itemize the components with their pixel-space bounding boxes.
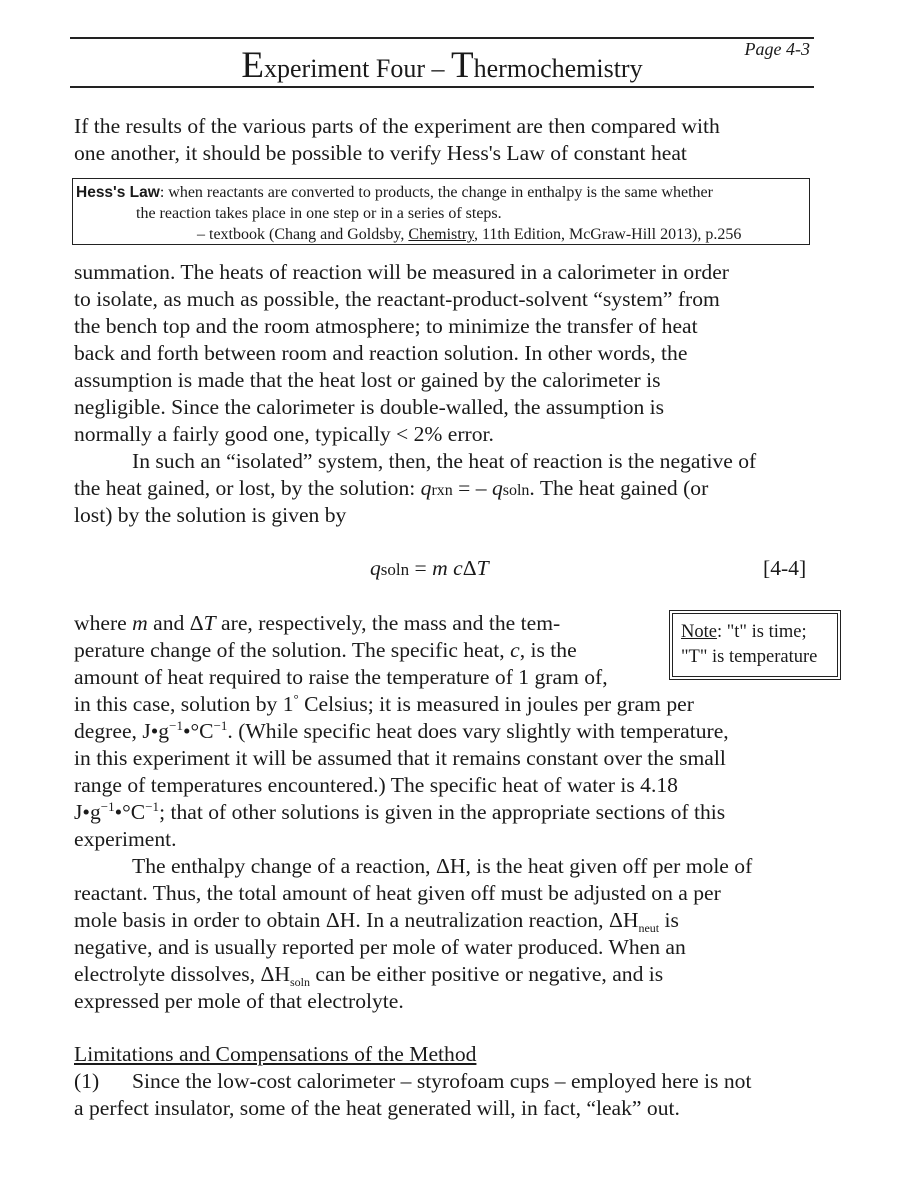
header-bottom-rule: [70, 86, 814, 88]
equation-number: [4-4]: [763, 556, 807, 580]
para1-line1: If the results of the various parts of the experiment are then compared with: [74, 114, 720, 138]
soln-sub: soln: [289, 975, 310, 989]
var-c: c: [510, 638, 520, 662]
p5l3-a: mole basis in order to obtain ΔH. In a neutralization reaction, ΔH: [74, 908, 639, 932]
para4-line2: [74, 640, 577, 662]
delta-symbol: Δ: [189, 611, 204, 635]
citation-prefix: – textbook (Chang and Goldsby,: [197, 226, 409, 243]
p4l4-b: Celsius; it is measured in joules per gram per: [298, 692, 694, 716]
para3-line2-pre: the heat gained, or lost, by the solution:: [74, 476, 421, 500]
p5l5-a: electrolyte dissolves, ΔH: [74, 962, 290, 986]
p4l2-a: perature change of the solution. The specific heat,: [74, 638, 511, 662]
para4-line6: in this experiment it will be assumed that it remains constant over the small: [74, 746, 726, 770]
q-symbol-2: q: [491, 476, 503, 500]
para3-line1: In such an “isolated” system, then, the heat of reaction is the negative of: [132, 449, 757, 473]
rxn-subscript: rxn: [431, 482, 453, 499]
p4l2-b: , is the: [519, 638, 577, 662]
para1-line2: one another, it should be possible to verify Hess's Law of constant heat: [74, 141, 687, 165]
para4-line9: experiment.: [74, 827, 177, 851]
p4l5-c: . (While specific heat does vary slightly with temperature,: [227, 719, 729, 743]
p5l5-b: can be either positive or negative, and is: [310, 962, 664, 986]
note-box: [669, 610, 841, 680]
p4l8-c: ; that of other solutions is given in the appropriate sections of this: [159, 800, 726, 824]
para2-line5: assumption is made that the heat lost or gained by the calorimeter is: [74, 368, 661, 392]
header-top-rule: [70, 37, 814, 39]
para2-line6: negligible. Since the calorimeter is double-walled, the assumption is: [74, 395, 665, 419]
section-item-number: (1): [74, 1069, 100, 1093]
degree-sup: °: [293, 691, 299, 706]
var-t: T: [203, 611, 216, 635]
p4l8-sup1: −1: [100, 799, 115, 814]
p4l1-a: where: [74, 611, 133, 635]
var-m: m: [132, 611, 148, 635]
p4l5-sup1: −1: [169, 718, 183, 733]
para2-line7: normally a fairly good one, typically < 2% error.: [74, 422, 494, 446]
hess-law-box: [72, 178, 810, 245]
note-line2: "T" is temperature: [681, 647, 818, 667]
para5-line6: expressed per mole of that electrolyte.: [74, 989, 404, 1013]
para4-line7: range of temperatures encountered.) The specific heat of water is 4.18: [74, 773, 678, 797]
para4-line5: [74, 718, 729, 743]
q-symbol: q: [420, 476, 432, 500]
p4l8-b: •°C: [114, 800, 146, 824]
section-item-line2: a perfect insulator, some of the heat generated will, in fact, “leak” out.: [74, 1096, 680, 1120]
equals-minus: = –: [452, 476, 492, 500]
equation-4-4: [370, 558, 489, 580]
p5l3-b: is: [659, 908, 679, 932]
para3-line3: lost) by the solution is given by: [74, 503, 347, 527]
note-line1: [681, 623, 807, 642]
section-item-line1: Since the low-cost calorimeter – styrofoam cups – employed here is not: [132, 1069, 752, 1093]
soln-subscript: soln: [502, 482, 530, 499]
hess-law-label: Hess's Law: [76, 184, 160, 201]
para2-line4: back and forth between room and reaction solution. In other words, the: [74, 341, 688, 365]
para4-line8: [74, 799, 726, 824]
p4l8-a: J•g: [74, 800, 101, 824]
para3-line2: [74, 478, 708, 500]
p4l1-c: are, respectively, the mass and the tem-: [215, 611, 561, 635]
p4l4-a: in this case, solution by 1: [74, 692, 294, 716]
p4l1-b: and: [147, 611, 190, 635]
para2-line1: summation. The heats of reaction will be measured in a calorimeter in order: [74, 260, 729, 284]
title-part-2: hermochemistry: [473, 54, 643, 83]
para4-line3: amount of heat required to raise the temperature of 1 gram of,: [74, 665, 608, 689]
eq-t: T: [476, 556, 489, 580]
page-header-title: [70, 44, 814, 87]
eq-delta: Δ: [462, 556, 477, 580]
para5-line2: reactant. Thus, the total amount of heat given off must be adjusted on a per: [74, 881, 721, 905]
para5-line5: [74, 962, 664, 989]
p4l8-sup2: −1: [145, 799, 160, 814]
note-label: Note: [681, 622, 717, 642]
para2-line3: the bench top and the room atmosphere; to minimize the transfer of heat: [74, 314, 698, 338]
note-time-text: : "t" is time;: [716, 622, 807, 642]
neut-subscript: neut: [638, 921, 660, 935]
title-initial-e: E: [241, 45, 264, 86]
para2-line2: to isolate, as much as possible, the reactant-product-solvent “system” from: [74, 287, 720, 311]
page-number: Page 4-3: [744, 39, 810, 59]
para4-line1: [74, 613, 560, 635]
hess-law-line1: [76, 185, 713, 201]
para5-line3: [74, 908, 679, 935]
title-part-1: xperiment Four –: [264, 54, 452, 83]
section-heading: Limitations and Compensations of the Method: [74, 1042, 477, 1066]
eq-c: c: [453, 556, 463, 580]
citation-book-title: Chemistry: [408, 226, 475, 243]
eq-soln: soln: [380, 560, 410, 579]
p4l5-a: degree, J•g: [74, 719, 170, 743]
para3-line2-post: . The heat gained (or: [529, 476, 709, 500]
p4l5-b: •°C: [182, 719, 214, 743]
hess-law-line2: the reaction takes place in one step or in a series of steps.: [136, 205, 502, 222]
eq-q: q: [370, 556, 381, 580]
eq-equals: =: [409, 556, 433, 580]
p4l5-sup2: −1: [213, 718, 228, 733]
hess-law-definition-1: : when reactants are converted to products, the change in enthalpy is the same whether: [159, 184, 713, 201]
eq-m: m: [432, 556, 448, 580]
citation-suffix: , 11th Edition, McGraw-Hill 2013), p.256: [474, 226, 742, 243]
para5-line1: The enthalpy change of a reaction, ΔH, is the heat given off per mole of: [132, 854, 753, 878]
para5-line4: negative, and is usually reported per mole of water produced. When an: [74, 935, 686, 959]
para4-line4: [74, 691, 694, 716]
hess-law-citation: [197, 227, 741, 243]
title-initial-t: T: [451, 45, 474, 86]
